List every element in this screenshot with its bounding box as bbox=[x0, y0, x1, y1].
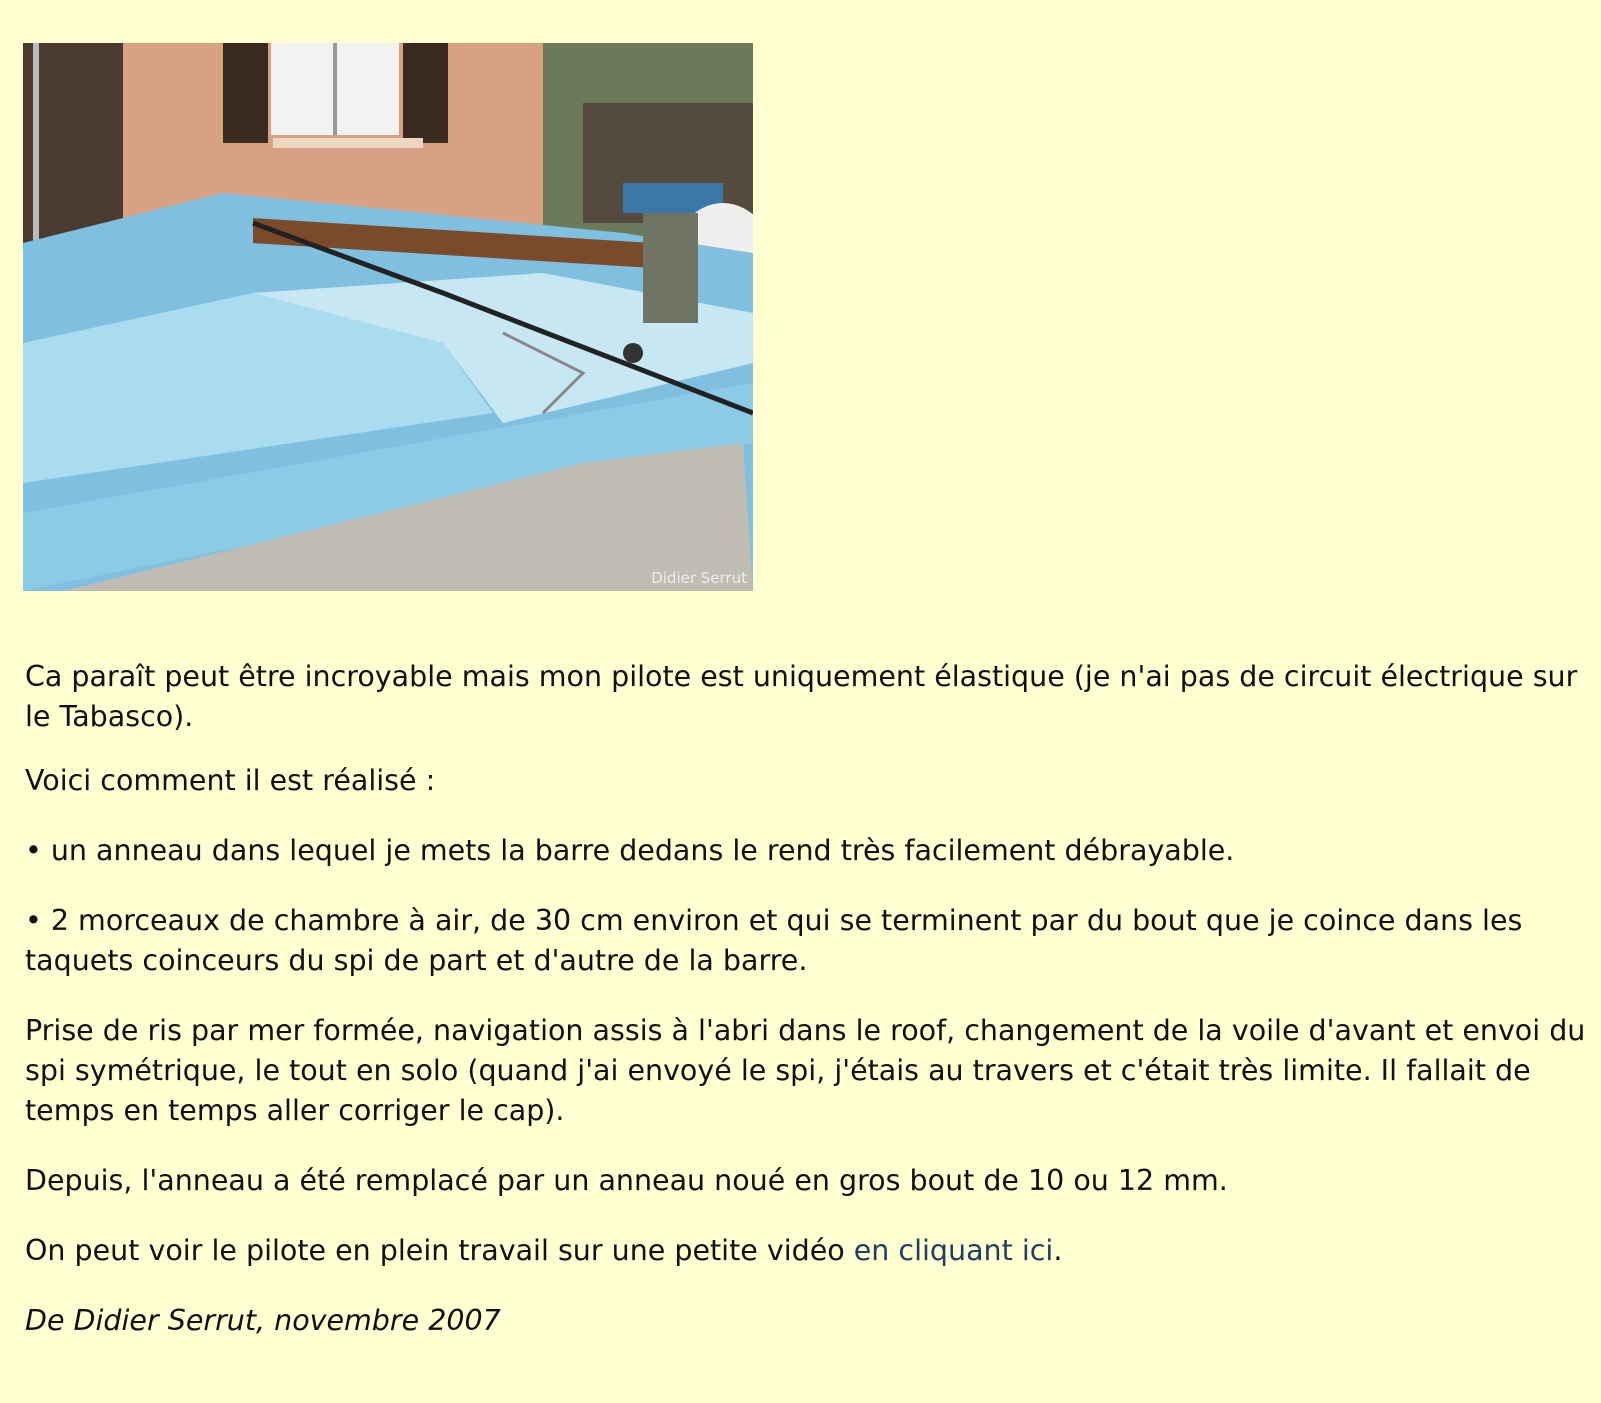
bullet-ring: • un anneau dans lequel je mets la barre dedans le rend très facilement débrayable. bbox=[25, 834, 1235, 867]
how-title: Voici comment il est réalisé : bbox=[25, 764, 436, 797]
photo-watermark: Didier Serrut bbox=[651, 569, 747, 587]
boat-photo-drawing bbox=[23, 43, 753, 591]
update-paragraph: Depuis, l'anneau a été remplacé par un anneau noué en gros bout de 10 ou 12 mm. bbox=[25, 1164, 1228, 1197]
signature: De Didier Serrut, novembre 2007 bbox=[25, 1304, 501, 1337]
bullet-inner-tube: • 2 morceaux de chambre à air, de 30 cm environ et qui se terminent par du bout que je coince dans les taquets coinceurs du spi de part et d'autre de la barre. bbox=[25, 904, 1523, 977]
video-suffix: . bbox=[1053, 1234, 1063, 1267]
video-paragraph bbox=[25, 1231, 1595, 1271]
intro-paragraph: Ca paraît peut être incroyable mais mon pilote est uniquement élastique (je n'ai pas de circuit électrique sur le Tabasco). bbox=[25, 660, 1578, 733]
article-body bbox=[25, 657, 1595, 1341]
boat-photo bbox=[23, 43, 753, 591]
video-prefix: On peut voir le pilote en plein travail sur une petite vidéo bbox=[25, 1234, 854, 1267]
video-link[interactable]: en cliquant ici bbox=[853, 1234, 1054, 1267]
usage-paragraph: Prise de ris par mer formée, navigation assis à l'abri dans le roof, changement de la voile d'avant et envoi du spi symétrique, le tout en solo (quand j'ai envoyé le spi, j'étais au travers et c'était très limite. Il fallait de temps en temps aller corriger le cap). bbox=[25, 1014, 1586, 1127]
